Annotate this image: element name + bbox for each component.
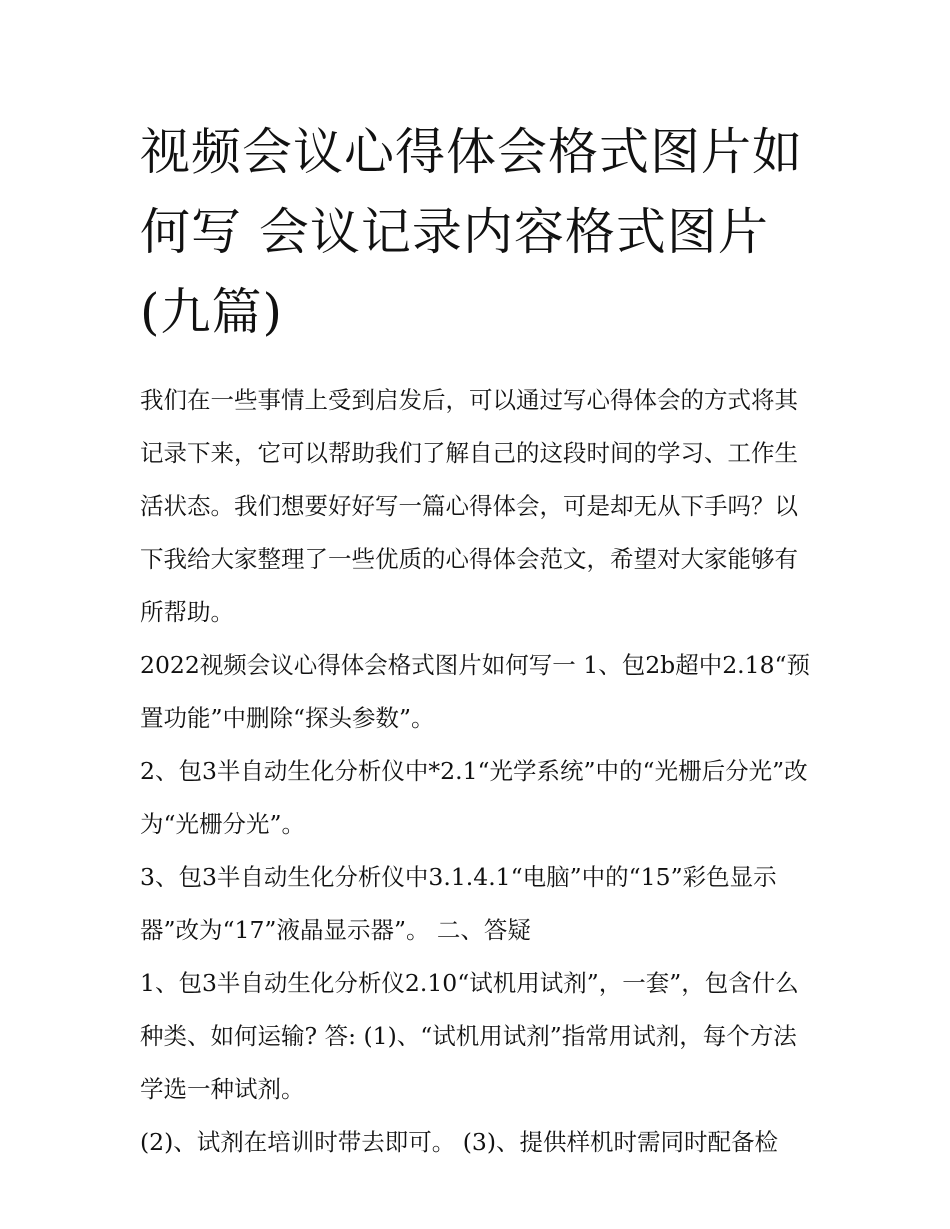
paragraph-item-2: 2、包3半自动生化分析仪中*2.1“光学系统”中的“光栅后分光”改为“光栅分光”。 [140,757,808,838]
paragraph-item-3: 3、包3半自动生化分析仪中3.1.4.1“电脑”中的“15”彩色显示器”改为“17”液晶显示器”。 二、答疑 [140,863,777,944]
paragraph-answer-1: 1、包3半自动生化分析仪2.10“试机用试剂”，一套”，包含什么种类、如何运输? 答: (1)、“试机用试剂”指常用试剂，每个方法学选一种试剂。 [140,969,799,1103]
document-title: 视频会议心得体会格式图片如何写 会议记录内容格式图片(九篇) [140,123,803,341]
intro-paragraph: 我们在一些事情上受到启发后，可以通过写心得体会的方式将其记录下来，它可以帮助我们了解自己的这段时间的学习、工作生活状态。我们想要好好写一篇心得体会，可是却无从下手吗？以下我给大家整理了一些优质的心得体会范文，希望对大家能够有所帮助。 [140,386,798,626]
paragraph-item-1: 2022视频会议心得体会格式图片如何写一 1、包2b超中2.18“预置功能”中删除“探头参数”。 [140,651,811,732]
document-page [140,112,820,1169]
paragraph-answer-2: (2)、试剂在培训时带去即可。 (3)、提供样机时需同时配备检 [140,1128,779,1156]
